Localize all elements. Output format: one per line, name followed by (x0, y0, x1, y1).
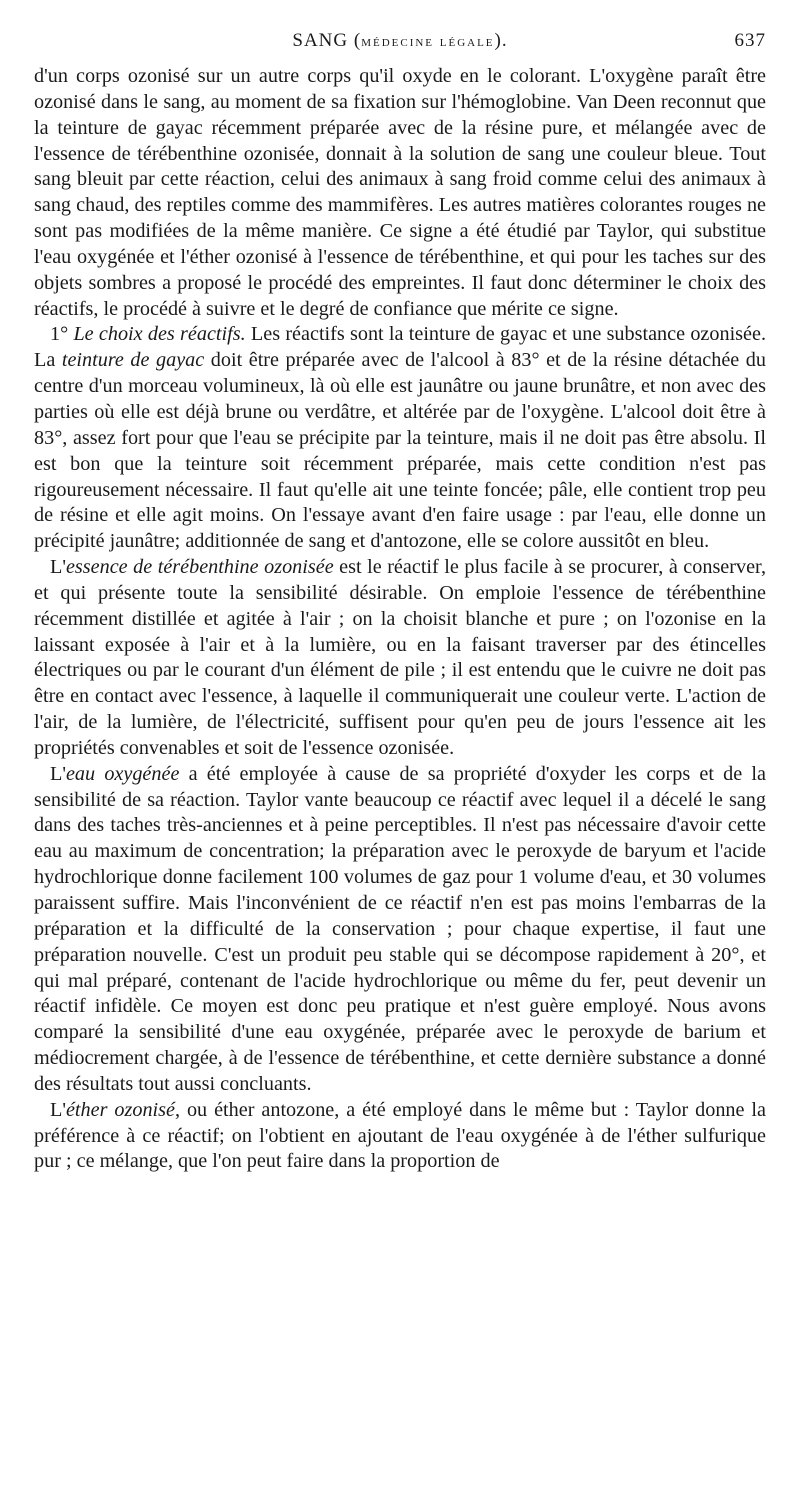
paragraph-essence-de-terebenthine (34, 555, 766, 762)
italic-term: Le choix des réactifs. (73, 323, 246, 346)
paragraph-intro (34, 64, 766, 322)
document-page (34, 30, 766, 1175)
page-title-end: ). (494, 30, 508, 51)
paragraph-eau-oxygenee (34, 762, 766, 1098)
text-segment: a été employée à cause de sa propriété d'oxyder les corps et de la sensibilité de sa réaction. Taylor vante beaucoup ce réactif avec lequel il a décelé le sang dans des taches très-anciennes et à peine perceptibles. Il n'est pas nécessaire d'avoir cette eau au maximum de concentration; la préparation avec le peroxyde de baryum et l'acide hydrochlorique donne facilement 100 volumes de gaz pour 1 volume d'eau, et 30 volumes paraissent suffire. Mais l'inconvénient de ce réactif n'en est pas moins l'embarras de la préparation et la difficulté de la conservation ; pour chaque expertise, il faut une préparation nouvelle. C'est un produit peu stable qui se décompose rapidement à 20°, et qui mal préparé, contenant de l'acide hydrochlorique ou même du fer, peut devenir un réactif infidèle. Ce moyen est donc peu pratique et n'est guère employé. Nous avons comparé la sensibilité d'une eau oxygénée, préparée avec le peroxyde de barium et médiocrement chargée, à de l'essence de térébenthine, et cette dernière substance a donné des résultats tout aussi concluants. (34, 762, 767, 1095)
page-title (34, 30, 766, 52)
page-title-sub: médecine légale (361, 34, 495, 50)
text-segment: doit être préparée avec de l'alcool à 83° et de la résine détachée du centre d'un morceau volumineux, là où elle est jaunâtre ou jaune brunâtre, et non avec des parties où elle est déjà brune ou verdâtre, et altérée par de l'oxygène. L'alcool doit être à 83°, assez fort pour que l'eau se précipite par la teinture, mais il ne doit pas être absolu. Il est bon que la teinture soit récemment préparée, mais cette condition n'est pas rigoureusement nécessaire. Il faut qu'elle ait une teinte foncée; pâle, elle contient trop peu de résine et elle agit moins. On l'essaye avant d'en faire usage : par l'eau, elle donne un précipité jaunâtre; additionnée de sang et d'antozone, elle se colore aussitôt en bleu. (34, 349, 766, 553)
paragraph-ether-ozonise (34, 1098, 766, 1176)
italic-term: teinture de gayac (61, 349, 205, 372)
text-segment: Les réactifs sont la teinture de gayac et une substance ozonisée. La (34, 323, 766, 372)
text-segment: L' (50, 762, 66, 785)
text-segment: , ou éther antozone, a été employé dans le même but : Taylor donne la préférence à ce réactif; on l'obtient en ajoutant de l'eau oxygénée à de l'éther sulfurique pur ; ce mélange, que l'on peut faire dans la proportion de (34, 1098, 766, 1173)
page-number: 637 (734, 30, 766, 51)
running-head (34, 30, 766, 58)
text-segment: 1° (50, 323, 74, 346)
italic-term: essence de térébenthine ozonisée (65, 556, 334, 579)
italic-term: eau oxygénée (65, 762, 180, 785)
italic-term: éther ozonisé (65, 1098, 175, 1121)
body-text (34, 64, 766, 1175)
text-segment: est le réactif le plus facile à se procurer, à conserver, et qui présente toute la sensibilité désirable. On emploie l'essence de térébenthine récemment distillée et agitée à l'air ; on la choisit blanche et pure ; on l'ozonise en la laissant exposée à l'air et à la lumière, ou en la faisant traverser par des étincelles électriques ou par le courant d'un élément de pile ; il est entendu que le cuivre ne doit pas être en contact avec l'essence, à laquelle il communiquerait une couleur verte. L'action de l'air, de la lumière, de l'électricité, suffisent pour qu'en peu de jours l'essence ait les propriétés convenables et soit de l'essence ozonisée. (34, 556, 767, 759)
page-title-main: SANG ( (292, 30, 362, 51)
text-segment: L' (50, 556, 66, 579)
paragraph-choix-des-reactifs (34, 322, 766, 555)
text-segment: L' (50, 1098, 66, 1121)
text-segment: d'un corps ozonisé sur un autre corps qu'il oxyde en le colorant. L'oxygène paraît être ozonisé dans le sang, au moment de sa fixation sur l'hémoglobine. Van Deen reconnut que la teinture de gayac récemment préparée avec de la résine pure, et mélangée avec de l'essence de térébenthine ozonisée, donnait à la solution de sang une couleur bleue. Tout sang bleuit par cette réaction, celui des animaux à sang froid comme celui des animaux à sang chaud, des reptiles comme des mammifères. Les autres matières colorantes rouges ne sont pas modifiées de la même manière. Ce signe a été étudié par Taylor, qui substitue l'eau oxygénée et l'éther ozonisé à l'essence de térébenthine, et qui pour les taches sur des objets sombres a proposé le procédé des empreintes. Il faut donc déterminer le choix des réactifs, le procédé à suivre et le degré de confiance que mérite ce signe. (34, 65, 766, 320)
